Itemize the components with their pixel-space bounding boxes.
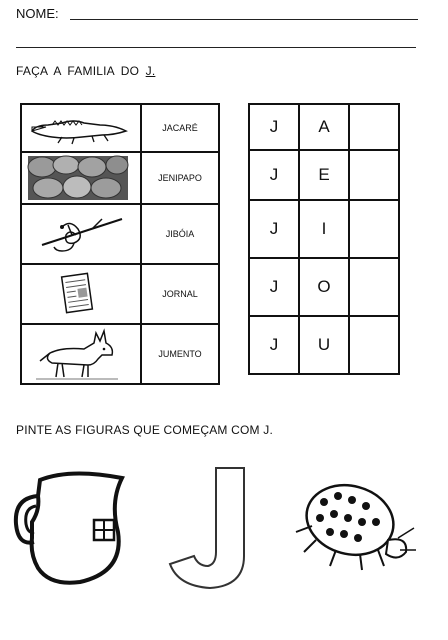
table-row [21, 204, 219, 264]
syllable-consonant-cell: J [249, 258, 299, 316]
syllable-answer-cell[interactable] [349, 150, 399, 200]
table-row [249, 150, 399, 200]
alligator-icon [22, 105, 140, 151]
syllable-vowel-cell: E [299, 150, 349, 200]
name-label: NOME: [16, 6, 59, 21]
word-cell: JENIPAPO [141, 152, 219, 204]
name-answer-line[interactable] [70, 19, 418, 20]
word-cell: JUMENTO [141, 324, 219, 384]
exercise2-instruction: PINTE AS FIGURAS QUE COMEÇAM COM J. [16, 423, 274, 437]
picture-cell [21, 104, 141, 152]
syllable-answer-cell[interactable] [349, 200, 399, 258]
picture-cell [21, 152, 141, 204]
syllable-consonant-cell: J [249, 316, 299, 374]
word-cell: JORNAL [141, 264, 219, 324]
table-row [21, 324, 219, 384]
genipap-fruit-photo [22, 153, 140, 203]
syllable-vowel-cell: A [299, 104, 349, 150]
syllable-vowel-cell: I [299, 200, 349, 258]
instruction-text: FAÇA A FAMILIA DO [16, 64, 146, 78]
syllable-table [248, 103, 400, 375]
letter-j-outline[interactable] [160, 464, 278, 594]
word-picture-table [20, 103, 220, 385]
donkey-icon [22, 325, 140, 383]
table-row [21, 152, 219, 204]
table-row [249, 258, 399, 316]
syllable-answer-cell[interactable] [349, 258, 399, 316]
table-row [249, 316, 399, 374]
ladybug-icon[interactable] [290, 470, 422, 580]
syllable-vowel-cell: O [299, 258, 349, 316]
table-row [21, 104, 219, 152]
syllable-answer-cell[interactable] [349, 316, 399, 374]
word-cell: JIBÓIA [141, 204, 219, 264]
table-row [249, 104, 399, 150]
table-row [249, 200, 399, 258]
exercise1-instruction [16, 64, 155, 78]
word-cell: JACARÉ [141, 104, 219, 152]
syllable-answer-cell[interactable] [349, 104, 399, 150]
syllable-vowel-cell: U [299, 316, 349, 374]
table-row [21, 264, 219, 324]
syllable-consonant-cell: J [249, 200, 299, 258]
syllable-consonant-cell: J [249, 104, 299, 150]
syllable-consonant-cell: J [249, 150, 299, 200]
picture-cell [21, 204, 141, 264]
instruction-letter: J. [145, 64, 156, 78]
picture-cell [21, 324, 141, 384]
name-answer-line-2[interactable] [16, 47, 416, 48]
picture-cell [21, 264, 141, 324]
jug-icon[interactable] [10, 462, 136, 592]
snake-on-branch-icon [22, 205, 140, 263]
newspaper-icon [22, 265, 140, 323]
